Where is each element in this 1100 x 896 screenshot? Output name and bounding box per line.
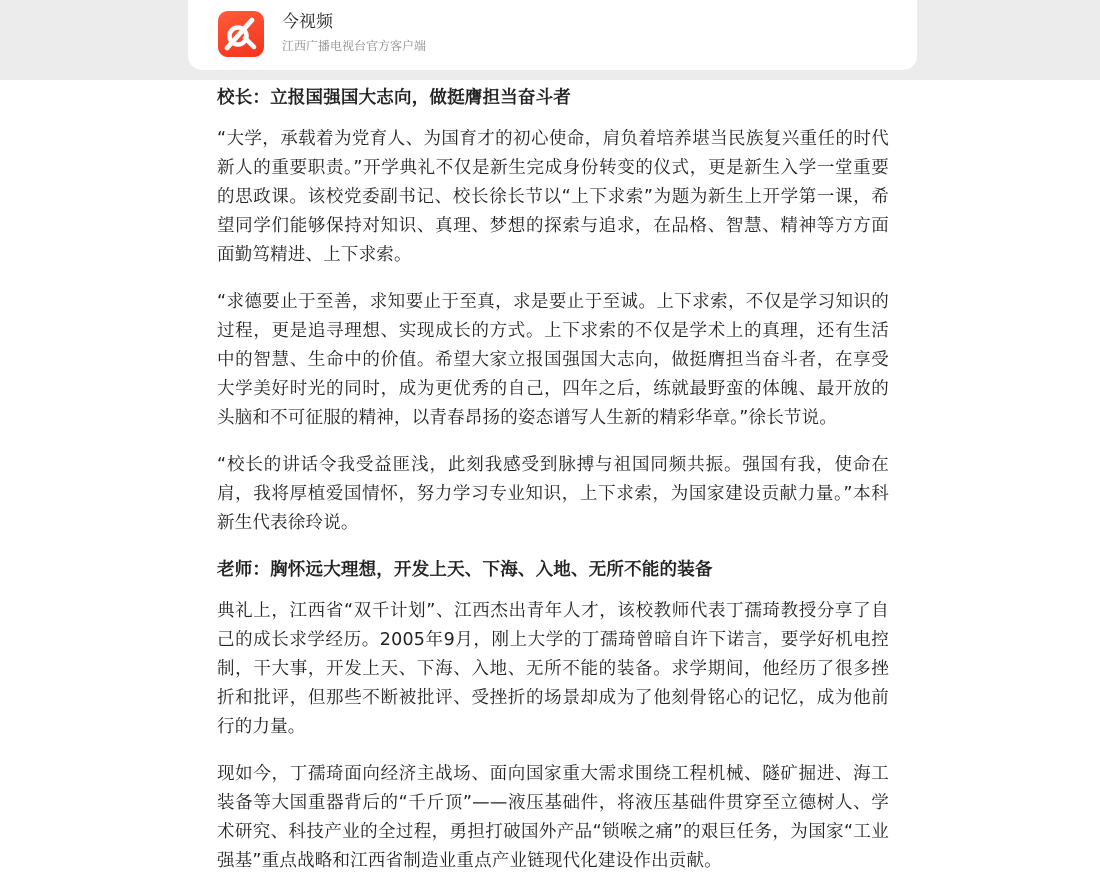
paragraph: 典礼上，江西省“双千计划”、江西杰出青年人才，该校教师代表丁孺琦教授分享了自己的成长求学经历。2005年9月，刚上大学的丁孺琦曾暗自许下诺言，要学好机电控制，干大事，开发上天、下海、入地、无所不能的装备。求学期间，他经历了很多挫折和批评，但那些不断被批评、受挫折的场景却成为了他刻骨铭心的记忆，成为他前行的力量。 bbox=[217, 601, 889, 737]
section-heading-teacher: 老师：胸怀远大理想，开发上天、下海、入地、无所不能的装备 bbox=[217, 560, 713, 580]
paragraph: “大学，承载着为党育人、为国育才的初心使命，肩负着培养堪当民族复兴重任的时代新人的重要职责。”开学典礼不仅是新生完成身份转变的仪式，更是新生入学一堂重要的思政课。该校党委副书记、校长徐长节以“上下求索”为题为新生上开学第一课，希望同学们能够保持对知识、真理、梦想的探索与追求，在品格、智慧、精神等方方面面勤笃精进、上下求索。 bbox=[217, 129, 889, 265]
paragraph: “校长的讲话令我受益匪浅，此刻我感受到脉搏与祖国同频共振。强国有我，使命在肩，我将厚植爱国情怀，努力学习专业知识，上下求索，为国家建设贡献力量。”本科新生代表徐玲说。 bbox=[217, 455, 889, 533]
section-heading-principal: 校长：立报国强国大志向，做挺膺担当奋斗者 bbox=[217, 88, 571, 108]
article-body bbox=[217, 84, 889, 894]
paragraph: 现如今，丁孺琦面向经济主战场、面向国家重大需求围绕工程机械、隧矿掘进、海工装备等大国重器背后的“千斤顶”——液压基础件，将液压基础件贯穿至立德树人、学术研究、科技产业的全过程，勇担打破国外产品“锁喉之痛”的艰巨任务，为国家“工业强基”重点战略和江西省制造业重点产业链现代化建设作出贡献。 bbox=[217, 764, 889, 871]
app-name: 今视频 bbox=[282, 12, 333, 32]
app-logo-icon[interactable] bbox=[218, 11, 264, 57]
paragraph: “求德要止于至善，求知要止于至真，求是要止于至诚。上下求索，不仅是学习知识的过程，更是追寻理想、实现成长的方式。上下求索的不仅是学术上的真理，还有生活中的智慧、生命中的价值。希望大家立报国强国大志向，做挺膺担当奋斗者，在享受大学美好时光的同时，成为更优秀的自己，四年之后，练就最野蛮的体魄、最开放的头脑和不可征服的精神，以青春昂扬的姿态谱写人生新的精彩华章。”徐长节说。 bbox=[217, 292, 889, 428]
app-logo-glyph bbox=[218, 11, 264, 57]
app-subtitle: 江西广播电视台官方客户端 bbox=[282, 39, 427, 53]
app-banner[interactable] bbox=[188, 0, 917, 70]
